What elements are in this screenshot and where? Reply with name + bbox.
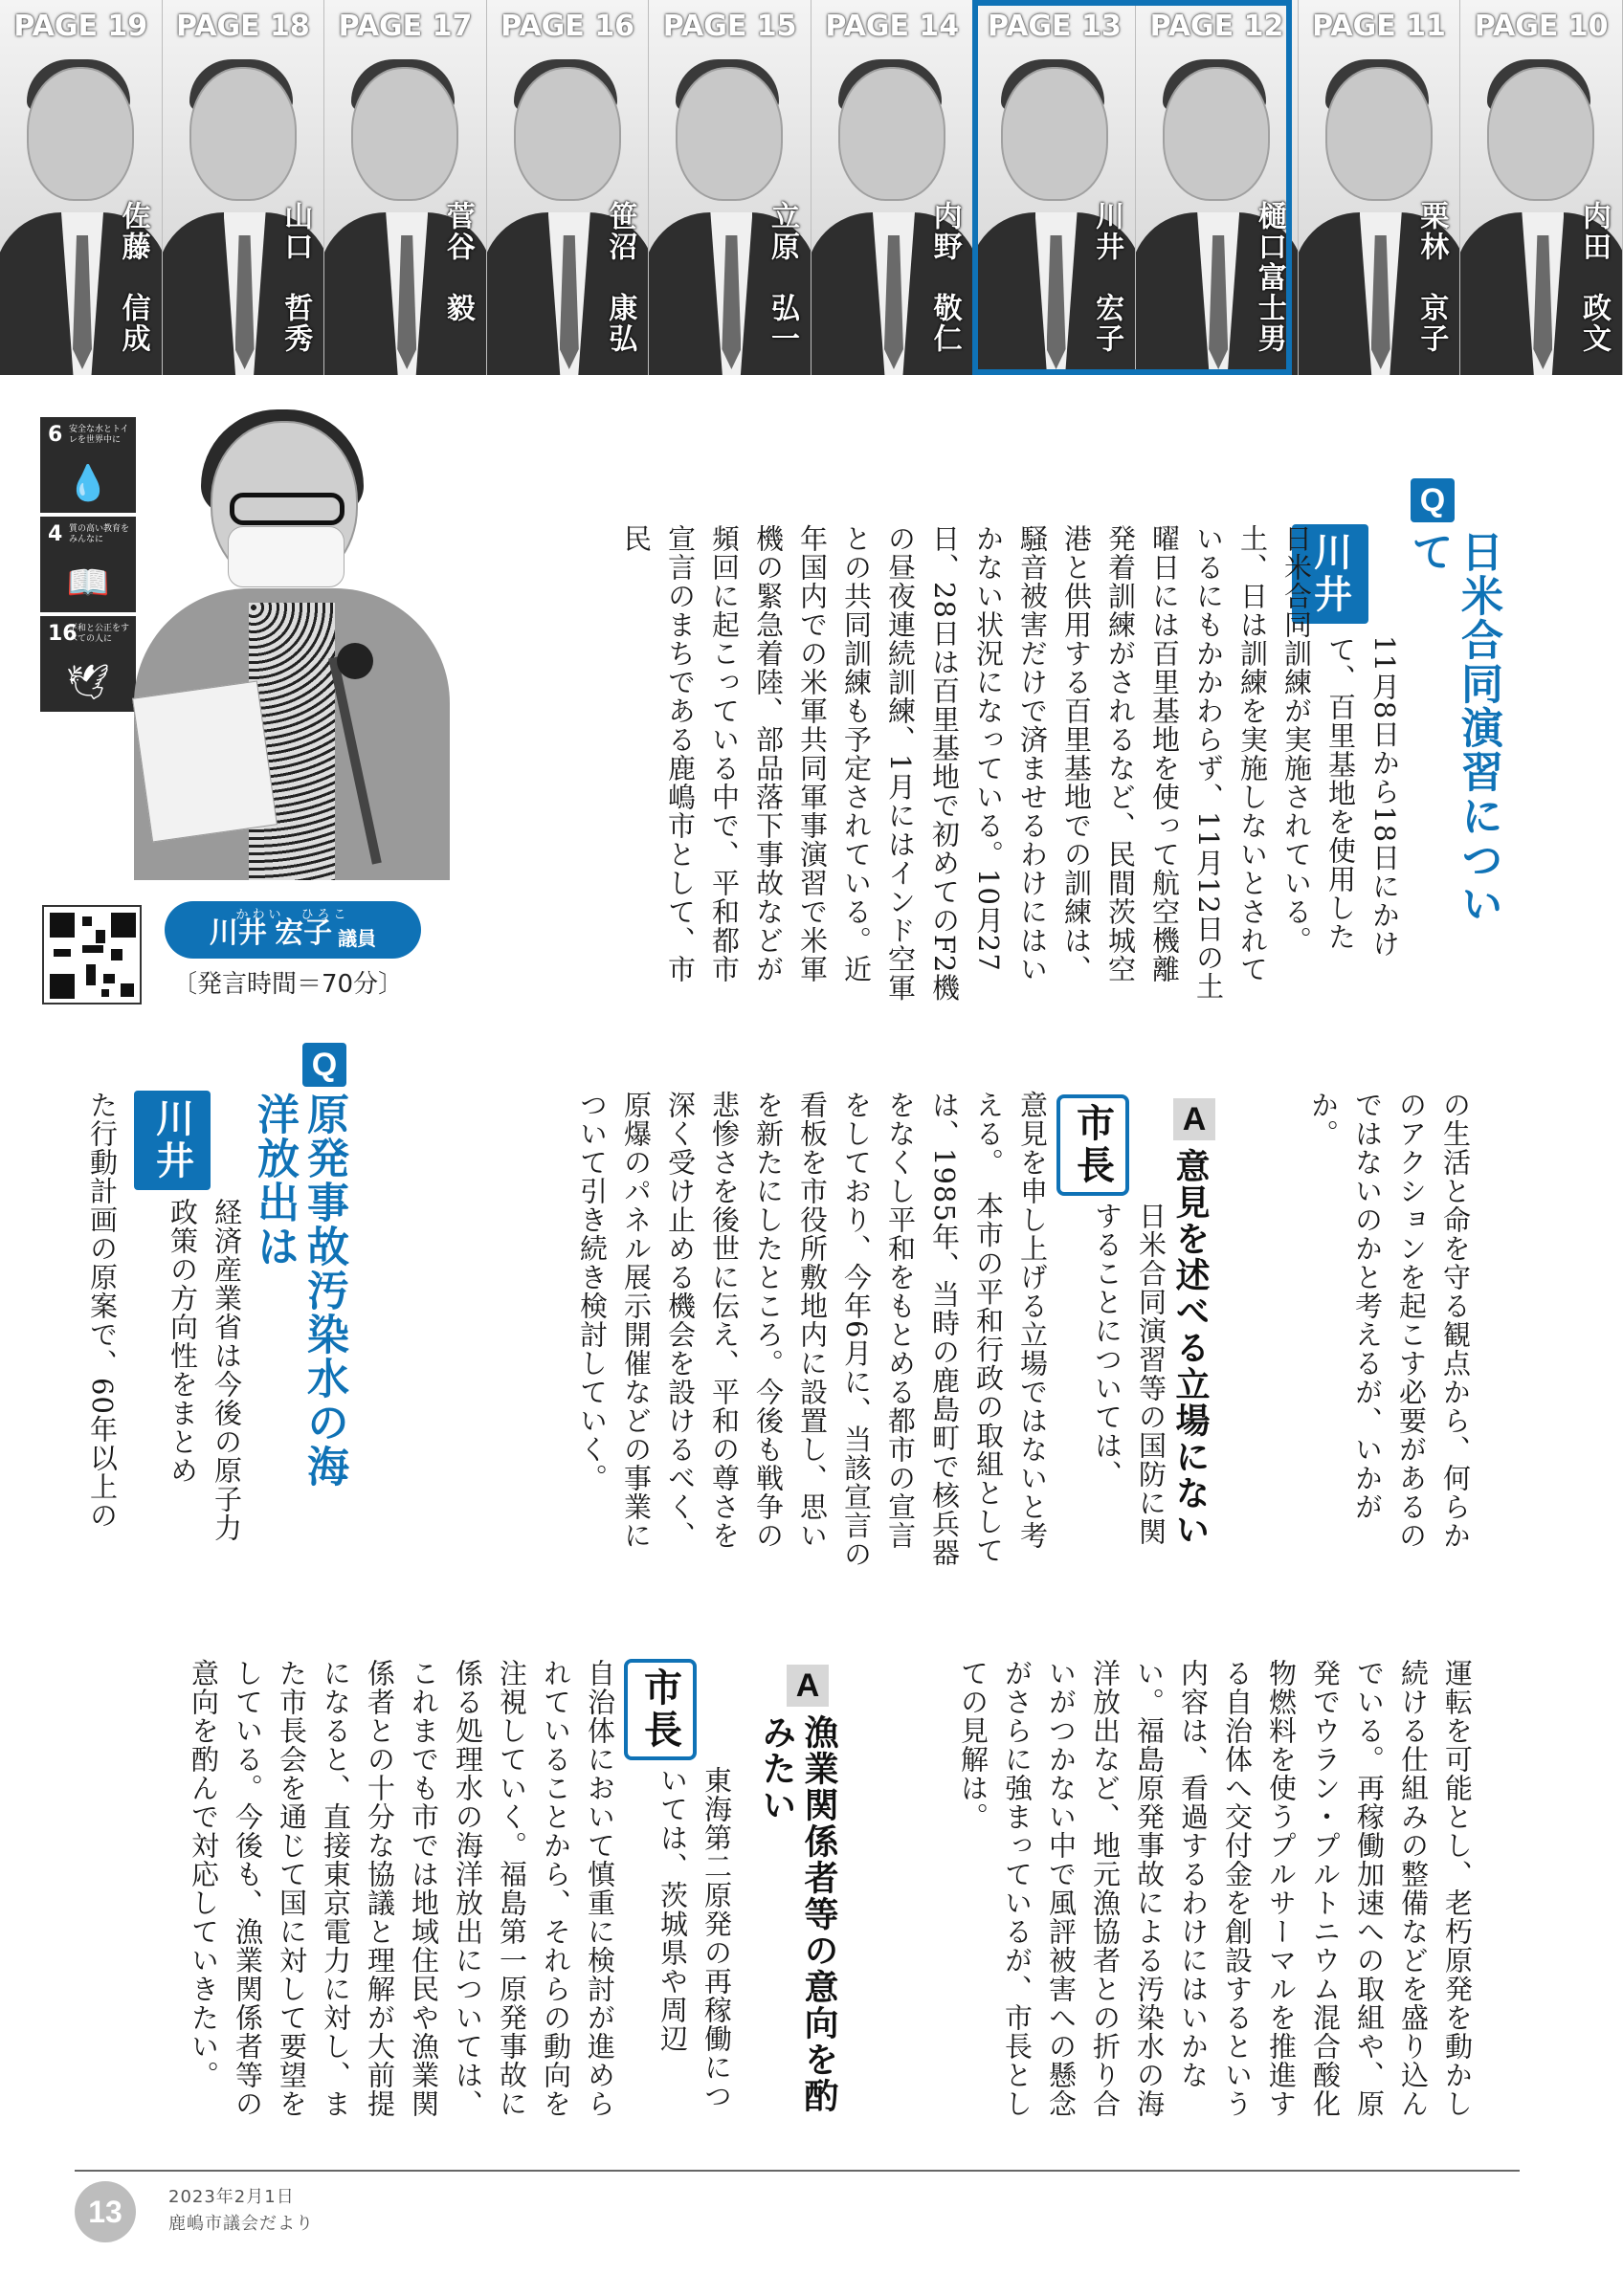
- speaker-name: 川井 宏子: [209, 917, 333, 949]
- member-name: 笹沼 康弘: [603, 201, 637, 354]
- member-portrait-strip: [0, 0, 1623, 375]
- a2-heading: 漁業関係者等の意向を酌みたい: [757, 1714, 839, 2114]
- member-name: 栗林 京子: [1414, 201, 1449, 354]
- speaker-title: 議員: [338, 929, 377, 950]
- sdg-label: 質の高い教育をみんなに: [69, 524, 130, 544]
- a2-first-column: 東海第二原発の再稼働については、茨城県や周辺: [656, 1766, 733, 2110]
- a1-first-column: 日米合同演習等の国防に関することについては、: [1091, 1202, 1167, 1546]
- member-page-label: PAGE 19: [13, 10, 148, 43]
- q2-body: た行動計画の原案で、60年以上の: [86, 1091, 119, 1530]
- speaker-photo: [67, 402, 450, 880]
- member-name: 内野 敬仁: [927, 201, 962, 354]
- a2-body: 自治体において慎重に検討が進められていることから、それらの動向を注視していく。福島第一原発事故に係る処理水の海洋放出については、これまでも市では地域住民や漁業関係者との十分な協議と理解が大前提になると、直接東京電力に対し、また市長会を通じて国に対して要望をしている。今後も、漁業関係者等の意向を酌んで対応していきたい。: [188, 1659, 616, 2118]
- speaker-badge: [165, 901, 421, 959]
- member-portrait[interactable]: [487, 0, 650, 375]
- member-portrait[interactable]: [649, 0, 812, 375]
- member-name: 川井 宏子: [1090, 201, 1124, 354]
- page-number: 13: [75, 2181, 136, 2242]
- speaker-ruby: かわい ひろこ: [235, 907, 350, 921]
- sdg-number: 6: [48, 423, 63, 447]
- q1-heading: 日米合同演習について: [1404, 530, 1502, 926]
- member-page-label: PAGE 12: [1149, 10, 1284, 43]
- answer-mark-badge: A: [1173, 1098, 1215, 1140]
- member-portrait[interactable]: [324, 0, 487, 375]
- a2-speaker-badge: 市長: [624, 1659, 697, 1760]
- footer-divider: [75, 2170, 1520, 2172]
- member-portrait[interactable]: [812, 0, 974, 375]
- a1-speaker-badge: 市長: [1056, 1094, 1129, 1196]
- publication-name: 鹿嶋市議会だより: [168, 2214, 314, 2234]
- dove-icon: 🕊: [66, 663, 110, 702]
- member-name: 樋口富士男: [1252, 201, 1286, 354]
- member-page-label: PAGE 16: [500, 10, 634, 43]
- member-name: 内田 政文: [1576, 201, 1611, 354]
- speaking-time: 〔発言時間＝70分〕: [172, 970, 404, 999]
- sdg-number: 16: [48, 622, 78, 646]
- member-portrait[interactable]: [1460, 0, 1623, 375]
- member-name: 立原 弘一: [765, 201, 799, 354]
- member-portrait[interactable]: [1299, 0, 1461, 375]
- member-portrait[interactable]: [0, 0, 163, 375]
- member-portrait[interactable]: [163, 0, 325, 375]
- q2-first-column: 経済産業省は今後の原子力政策の方向性をまとめ: [167, 1198, 243, 1542]
- question-mark-badge: Q: [1411, 478, 1455, 522]
- book-icon: 📖: [66, 563, 110, 603]
- member-name: 佐藤 信成: [116, 201, 150, 354]
- member-portrait[interactable]: [1136, 0, 1299, 375]
- member-page-label: PAGE 11: [1312, 10, 1446, 43]
- q2-heading: 原発事故汚染水の海洋放出は: [250, 1093, 348, 1489]
- answer-mark-badge: A: [787, 1665, 829, 1707]
- q1-speaker-badge: 川井: [1292, 524, 1368, 624]
- member-page-label: PAGE 10: [1474, 10, 1609, 43]
- member-name: 菅谷 毅: [440, 201, 475, 323]
- a1-body: 意見を申し上げる立場ではないと考える。 本市の平和行政の取組としては、1985年、当時の鹿島町で核兵器をなくし平和をもとめる都市の宣言をしており、今年6月に、当該宣言の看板を市役所敷地内に設置し、思いを新たにしたところ。今後も戦争の悲惨さを後世に伝え、平和の尊さを深く受け止める機会を設けるべく、原爆のパネル展示開催などの事業について引き続き検討していく。: [576, 1091, 1049, 1569]
- member-name: 山口 哲秀: [278, 201, 313, 354]
- issue-date: 2023年2月1日: [168, 2187, 295, 2207]
- water-drop-icon: 💧: [66, 464, 110, 503]
- sdg-label: 平和と公正をすべての人に: [69, 624, 130, 644]
- member-page-label: PAGE 18: [176, 10, 310, 43]
- q2-body-continued: 運転を可能とし、老朽原発を動かし続ける仕組みの整備などを盛り込んでいる。再稼働加速への取組や、原発でウラン・プルトニウム混合酸化物燃料を使うプルサーマルを推進する自治体へ交付金を創設するという内容は、看過するわけにはいかない。福島原発事故による汚染水の海洋放出など、地元漁協者との折り合いがつかない中で風評被害への懸念がさらに強まっているが、市長としての見解は。: [957, 1659, 1474, 2118]
- sdg-number: 4: [48, 522, 63, 546]
- q1-body: 日米合同訓練が実施されている。土、日は訓練を実施しないとされているにもかかわらず、11月12日の土曜日には百里基地を使って航空機離発着訓練がされるなど、民間茨城空港と供用する百里基地での訓練は、騒音被害だけで済ませるわけにはいかない状況になっている。10月27日、28日は百里基地で初めてのF2機の昼夜連続訓練、1月にはインド空軍との共同訓練も予定されている。近年国内での米軍共同軍事演習で米軍機の緊急着陸、部品落下事故などが頻回に起こっている中で、平和都市宣言のまちである鹿嶋市として、市民: [620, 524, 1313, 1003]
- q1-first-column: 11月8日から18日にかけて、百里基地を使用した: [1324, 635, 1401, 959]
- member-page-label: PAGE 13: [987, 10, 1122, 43]
- q2-speaker-badge: 川井: [134, 1091, 211, 1190]
- member-page-label: PAGE 15: [662, 10, 797, 43]
- qr-code-icon[interactable]: [42, 905, 142, 1004]
- q1-body-continued: の生活と命を守る観点から、何らかのアクションを起こす必要があるのではないのかと考えるが、いかがか。: [1307, 1091, 1472, 1550]
- member-page-label: PAGE 17: [338, 10, 473, 43]
- a1-heading: 意見を述べる立場にない: [1170, 1148, 1211, 1548]
- member-portrait[interactable]: [974, 0, 1137, 375]
- question-mark-badge: Q: [302, 1043, 346, 1087]
- member-page-label: PAGE 14: [825, 10, 960, 43]
- sdg-label: 安全な水とトイレを世界中に: [69, 425, 129, 445]
